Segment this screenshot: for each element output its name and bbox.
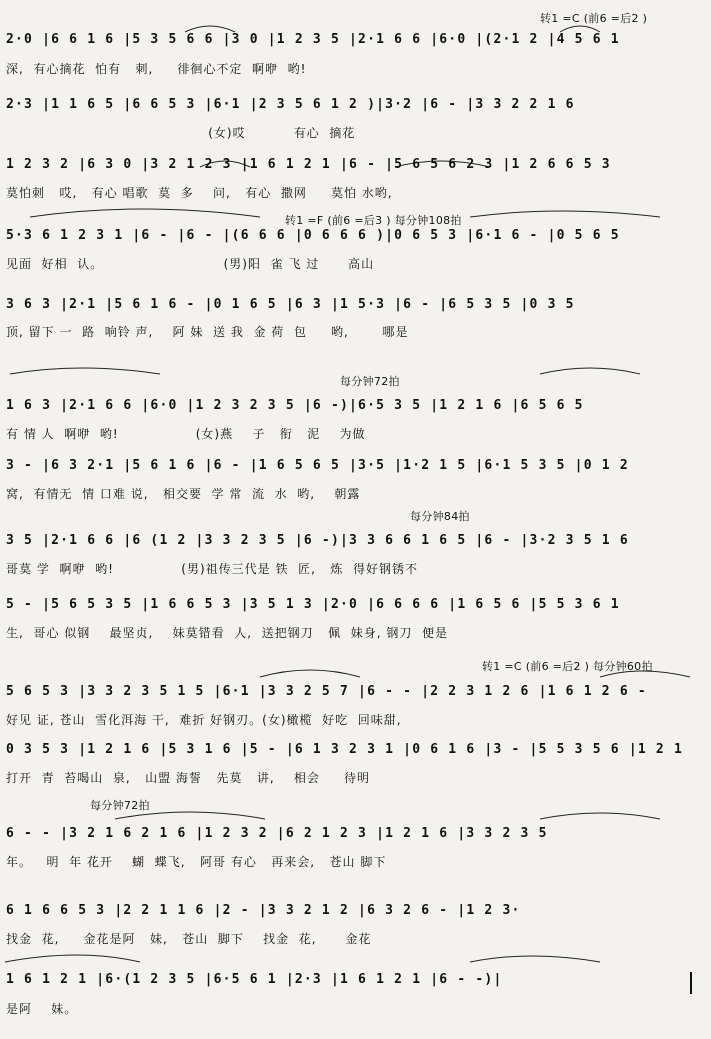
lyrics-row: 哥莫 学 啊咿 哟! (男)祖传三代是 铁 匠, 炼 得好钢锈不: [6, 562, 418, 576]
notation-row: 3 5 |2·1 6 6 |6 (1 2 |3 3 2 3 5 |6 -)|3 3 6 6 1 6 5 |6 - |3·2 3 5 1 6: [6, 533, 629, 548]
lyrics-row: 有 情 人 啊咿 哟! (女)燕 子 衔 泥 为做: [6, 427, 366, 441]
notation-row: 5·3 6 1 2 3 1 |6 - |6 - |(6 6 6 |0 6 6 6 )|0 6 5 3 |6·1 6 - |0 5 6 5: [6, 228, 620, 243]
lyrics-row: 见面 好相 认。 (男)阳 雀 飞 过 高山: [6, 257, 375, 271]
tempo-mark: 每分钟84拍: [410, 510, 470, 523]
notation-row: 2·3 |1 1 6 5 |6 6 5 3 |6·1 |2 3 5 6 1 2 )|3·2 |6 - |3 3 2 2 1 6: [6, 97, 575, 112]
notation-row: 6 1 6 6 5 3 |2 2 1 1 6 |2 - |3 3 2 1 2 |6 3 2 6 - |1 2 3·: [6, 903, 521, 918]
notation-row: 3 - |6 3 2·1 |5 6 1 6 |6 - |1 6 5 6 5 |3·5 |1·2 1 5 |6·1 5 3 5 |0 1 2: [6, 458, 629, 473]
lyrics-row: 好见 证, 苍山 雪化洱海 干, 难折 好钢刃。(女)橄榄 好吃 回味甜,: [6, 713, 402, 727]
notation-row: 5 - |5 6 5 3 5 |1 6 6 5 3 |3 5 1 3 |2·0 |6 6 6 6 |1 6 5 6 |5 5 3 6 1: [6, 597, 620, 612]
lyrics-row: 生, 哥心 似钢 最坚贞, 妹莫错看 人, 送把钢刀 佩 妹身, 钢刀 便是: [6, 626, 448, 640]
key-tempo-mark: 转1 =C (前6 =后2 ) 每分钟60拍: [482, 660, 653, 673]
tempo-mark: 每分钟72拍: [340, 375, 400, 388]
notation-row: 3 6 3 |2·1 |5 6 1 6 - |0 1 6 5 |6 3 |1 5·3 |6 - |6 5 3 5 |0 3 5: [6, 297, 575, 312]
notation-row: 1 6 3 |2·1 6 6 |6·0 |1 2 3 2 3 5 |6 -)|6·5 3 5 |1 2 1 6 |6 5 6 5: [6, 398, 584, 413]
lyrics-row: 年。 明 年 花开 蝴 蝶飞, 阿哥 有心 再来会, 苍山 脚下: [6, 855, 387, 869]
key-change-mark: 转1 =C (前6 =后2 ): [540, 12, 648, 25]
notation-row: 1 2 3 2 |6 3 0 |3 2 1 2 3 |1 6 1 2 1 |6 - |5 6 5 6 2 3 |1 2 6 6 5 3: [6, 157, 611, 172]
notation-row: 2·0 |6 6 1 6 |5 3 5 6 6 |3 0 |1 2 3 5 |2·1 6 6 |6·0 |(2·1 2 |4 5 6 1: [6, 32, 620, 47]
notation-row: 5 6 5 3 |3 3 2 3 5 1 5 |6·1 |3 3 2 5 7 |6 - - |2 2 3 1 2 6 |1 6 1 2 6 -: [6, 684, 647, 699]
tempo-mark: 每分钟72拍: [90, 799, 150, 812]
slur-arcs: [0, 950, 711, 964]
lyrics-row: 深, 有心摘花 怕有 刺, 徘徊心不定 啊咿 哟!: [6, 62, 307, 76]
notation-row: 1 6 1 2 1 |6·(1 2 3 5 |6·5 6 1 |2·3 |1 6 1 2 1 |6 - -)|: [6, 972, 503, 987]
lyrics-row: 打开 青 苔喝山 泉, 山盟 海誓 先莫 讲, 相会 待明: [6, 771, 370, 785]
lyrics-row: 找金 花, 金花是阿 妹, 苍山 脚下 找金 花, 金花: [6, 932, 372, 946]
notation-row: 6 - - |3 2 1 6 2 1 6 |1 2 3 2 |6 2 1 2 3 |1 2 1 6 |3 3 2 3 5: [6, 826, 548, 841]
notation-row: 0 3 5 3 |1 2 1 6 |5 3 1 6 |5 - |6 1 3 2 3 1 |0 6 1 6 |3 - |5 5 3 5 6 |1 2 1: [6, 742, 683, 757]
lyrics-row: 是阿 妹。: [6, 1002, 78, 1016]
lyrics-row: 窝, 有情无 情 口难 说, 相交要 学 常 流 水 哟, 朝露: [6, 487, 361, 501]
lyrics-row: 顶, 留下 一 路 响铃 声, 阿 妹 送 我 金 荷 包 哟, 哪是: [6, 325, 409, 339]
lyrics-row: (女)哎 有心 摘花: [6, 126, 356, 140]
final-barline: [690, 972, 692, 994]
lyrics-row: 莫怕刺 哎, 有心 唱歌 莫 多 问, 有心 撒网 莫怕 水哟,: [6, 186, 393, 200]
key-tempo-mark: 转1 =F (前6 =后3 ) 每分钟108拍: [285, 214, 462, 227]
